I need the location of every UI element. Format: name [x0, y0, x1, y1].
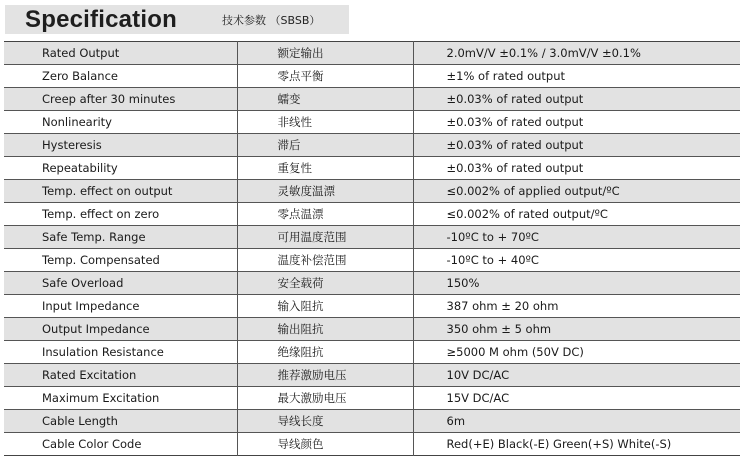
spec-table	[4, 41, 740, 456]
spec-name-zh: 可用温度范围	[237, 226, 413, 249]
spec-name-en: Hysteresis	[4, 134, 237, 157]
spec-value: 15V DC/AC	[413, 387, 740, 410]
spec-name-en: Repeatability	[4, 157, 237, 180]
spec-value: 350 ohm ± 5 ohm	[413, 318, 740, 341]
spec-value: ≤0.002% of applied output/ºC	[413, 180, 740, 203]
spec-value: ±0.03% of rated output	[413, 134, 740, 157]
spec-value: 10V DC/AC	[413, 364, 740, 387]
spec-name-en: Cable Length	[4, 410, 237, 433]
spec-name-zh: 蠕变	[237, 88, 413, 111]
spec-name-zh: 额定输出	[237, 42, 413, 65]
spec-name-zh: 重复性	[237, 157, 413, 180]
table-row	[4, 157, 740, 180]
spec-name-en: Insulation Resistance	[4, 341, 237, 364]
table-row	[4, 364, 740, 387]
spec-name-zh: 非线性	[237, 111, 413, 134]
page-subtitle: 技术参数 （SBSB）	[222, 14, 321, 27]
table-row	[4, 387, 740, 410]
spec-value: 150%	[413, 272, 740, 295]
table-row	[4, 410, 740, 433]
spec-value: ±0.03% of rated output	[413, 111, 740, 134]
spec-name-zh: 最大激励电压	[237, 387, 413, 410]
spec-name-zh: 绝缘阻抗	[237, 341, 413, 364]
spec-name-zh: 灵敏度温漂	[237, 180, 413, 203]
spec-value: -10ºC to + 40ºC	[413, 249, 740, 272]
spec-name-en: Temp. effect on output	[4, 180, 237, 203]
table-row	[4, 111, 740, 134]
header-banner	[5, 5, 349, 34]
spec-value: ≥5000 M ohm (50V DC)	[413, 341, 740, 364]
spec-value: 2.0mV/V ±0.1% / 3.0mV/V ±0.1%	[413, 42, 740, 65]
spec-name-en: Temp. effect on zero	[4, 203, 237, 226]
spec-name-en: Cable Color Code	[4, 433, 237, 456]
spec-name-zh: 零点温漂	[237, 203, 413, 226]
spec-name-zh: 滞后	[237, 134, 413, 157]
table-row	[4, 134, 740, 157]
table-row	[4, 341, 740, 364]
spec-name-zh: 零点平衡	[237, 65, 413, 88]
spec-name-en: Maximum Excitation	[4, 387, 237, 410]
spec-name-en: Nonlinearity	[4, 111, 237, 134]
page-title: Specification	[25, 6, 177, 33]
spec-name-en: Zero Balance	[4, 65, 237, 88]
table-row	[4, 272, 740, 295]
spec-name-en: Safe Overload	[4, 272, 237, 295]
spec-value: -10ºC to + 70ºC	[413, 226, 740, 249]
spec-value: 6m	[413, 410, 740, 433]
spec-name-en: Safe Temp. Range	[4, 226, 237, 249]
spec-name-en: Rated Excitation	[4, 364, 237, 387]
spec-value: ±0.03% of rated output	[413, 157, 740, 180]
table-row	[4, 249, 740, 272]
spec-value: 387 ohm ± 20 ohm	[413, 295, 740, 318]
table-row	[4, 433, 740, 456]
spec-name-zh: 推荐激励电压	[237, 364, 413, 387]
spec-value: ±0.03% of rated output	[413, 88, 740, 111]
table-row	[4, 295, 740, 318]
spec-name-en: Input Impedance	[4, 295, 237, 318]
spec-name-zh: 输出阻抗	[237, 318, 413, 341]
spec-value: ±1% of rated output	[413, 65, 740, 88]
table-row	[4, 226, 740, 249]
table-row	[4, 42, 740, 65]
spec-name-en: Output Impedance	[4, 318, 237, 341]
spec-value: Red(+E) Black(-E) Green(+S) White(-S)	[413, 433, 740, 456]
table-row	[4, 65, 740, 88]
spec-name-zh: 导线长度	[237, 410, 413, 433]
spec-name-en: Rated Output	[4, 42, 237, 65]
spec-name-zh: 导线颜色	[237, 433, 413, 456]
table-row	[4, 203, 740, 226]
spec-name-en: Creep after 30 minutes	[4, 88, 237, 111]
spec-name-en: Temp. Compensated	[4, 249, 237, 272]
table-row	[4, 180, 740, 203]
spec-name-zh: 安全载荷	[237, 272, 413, 295]
spec-table-body	[4, 42, 740, 456]
table-row	[4, 318, 740, 341]
table-row	[4, 88, 740, 111]
spec-name-zh: 输入阻抗	[237, 295, 413, 318]
spec-value: ≤0.002% of rated output/ºC	[413, 203, 740, 226]
spec-name-zh: 温度补偿范围	[237, 249, 413, 272]
